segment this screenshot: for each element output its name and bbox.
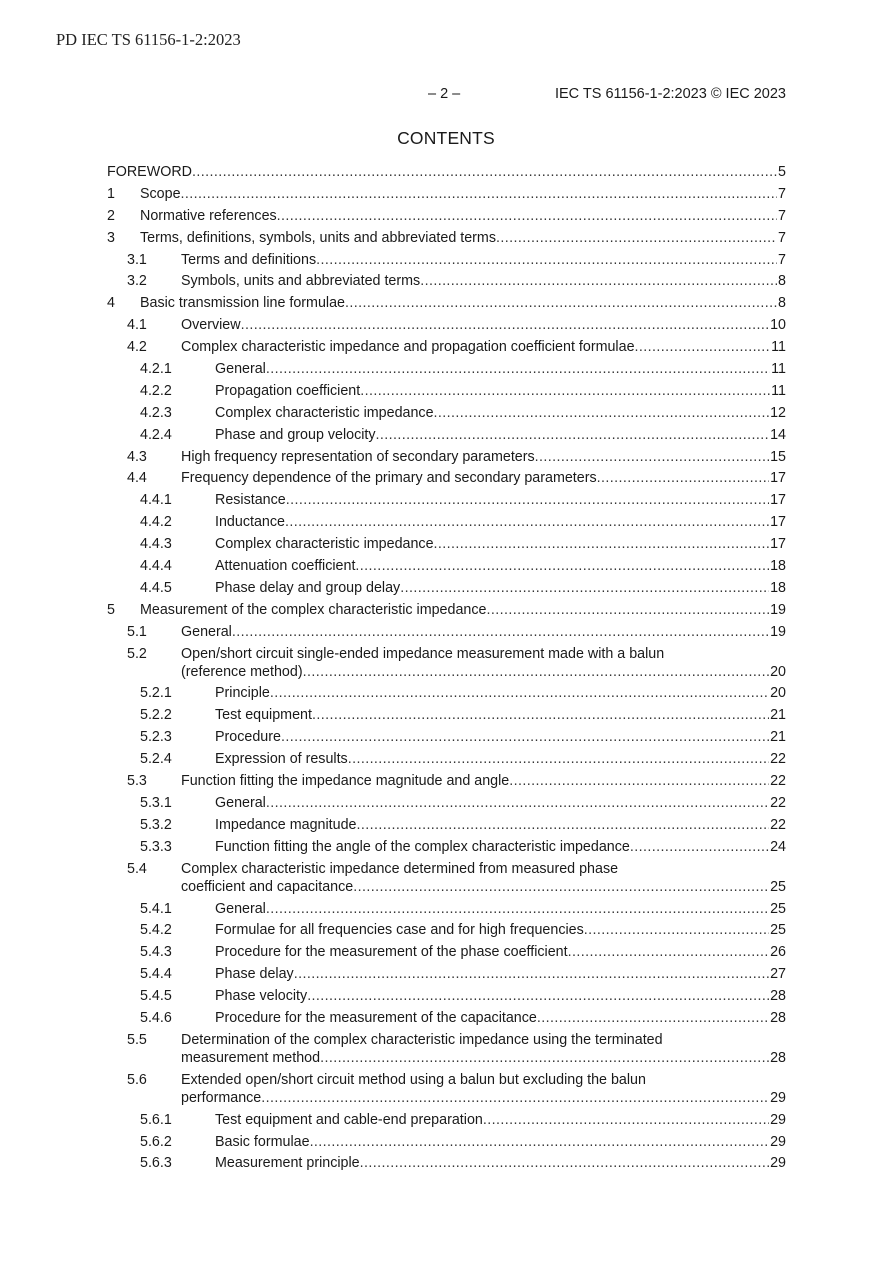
toc-entry-number: 4.4.5 xyxy=(140,579,172,596)
toc-entry-number: 5.6.2 xyxy=(140,1133,172,1150)
toc-entry[interactable] xyxy=(107,229,786,247)
toc-entry-title xyxy=(181,1049,769,1067)
toc-entry-number: 5.2.1 xyxy=(140,685,172,702)
toc-entry-line xyxy=(215,684,786,702)
toc-entry-page: 29 xyxy=(770,1155,786,1172)
toc-entry-title-line: Extended open/short circuit method using a balun but excluding the balun xyxy=(181,1071,646,1088)
toc-entry-text: General xyxy=(181,623,232,640)
toc-entry-line xyxy=(181,623,786,641)
toc-entry-line xyxy=(215,579,786,597)
toc-entry-line xyxy=(215,491,786,509)
toc-entry-page: 17 xyxy=(770,492,786,509)
toc-entry[interactable] xyxy=(107,965,786,983)
toc-entry-line xyxy=(181,1049,786,1067)
toc-entry-number: 4.4.2 xyxy=(140,514,172,531)
toc-entry-number: 5.4.4 xyxy=(140,966,172,983)
toc-entry-line xyxy=(215,557,786,575)
toc-entry-title xyxy=(181,663,769,681)
toc-entry-page: 7 xyxy=(778,229,786,246)
toc-entry[interactable] xyxy=(107,838,786,856)
toc-entry-line xyxy=(215,1154,786,1172)
toc-entry-page: 5 xyxy=(778,164,786,180)
toc-entry-title xyxy=(215,921,769,939)
toc-entry-page: 28 xyxy=(770,988,786,1005)
toc-entry-text: Measurement of the complex characteristic impedance xyxy=(140,601,487,618)
toc-entry-title xyxy=(107,163,777,181)
toc-entry-text: Complex characteristic impedance and propagation coefficient formulae xyxy=(181,339,635,356)
toc-entry-title xyxy=(215,816,769,834)
toc-entry[interactable] xyxy=(107,987,786,1005)
toc-entry-number: 5.4.5 xyxy=(140,988,172,1005)
toc-entry-page: 21 xyxy=(770,707,786,724)
toc-entry[interactable] xyxy=(107,794,786,812)
toc-entry-text: Propagation coefficient xyxy=(215,382,361,399)
toc-entry-title xyxy=(181,316,769,334)
toc-entry[interactable] xyxy=(107,513,786,531)
toc-entry-text: Measurement principle xyxy=(215,1155,360,1172)
toc-entry[interactable] xyxy=(107,448,786,466)
toc-entry-line xyxy=(215,750,786,768)
toc-entry-line xyxy=(215,900,786,918)
toc-entry-number: 3 xyxy=(107,229,115,246)
page-number: – 2 – xyxy=(428,86,461,102)
toc-entry-line xyxy=(181,316,786,334)
toc-entry-title-line: Open/short circuit single-ended impedance measurement made with a balun xyxy=(181,645,665,662)
toc-entry-page: 7 xyxy=(778,185,786,202)
toc-entry[interactable] xyxy=(107,272,786,290)
toc-entry-line xyxy=(181,1089,786,1107)
toc-entry-page: 7 xyxy=(778,251,786,268)
running-header xyxy=(0,86,892,104)
toc-entry-line xyxy=(140,601,786,619)
toc-entry-page: 17 xyxy=(770,536,786,553)
toc-entry-line xyxy=(215,943,786,961)
toc-entry-number: 4.2.4 xyxy=(140,426,172,443)
toc-entry-line xyxy=(215,382,786,400)
toc-entry-page: 22 xyxy=(770,773,786,790)
toc-entry-title xyxy=(140,601,769,619)
toc-entry-number: 5.2.4 xyxy=(140,751,172,768)
standard-reference: IEC TS 61156-1-2:2023 © IEC 2023 xyxy=(554,86,786,102)
toc-entry-number: 5.2.3 xyxy=(140,729,172,746)
toc-entry-title xyxy=(140,185,777,203)
toc-entry-line xyxy=(215,513,786,531)
toc-entry-title xyxy=(215,579,769,597)
toc-entry-number: 4.4.4 xyxy=(140,558,172,575)
toc-entry-title xyxy=(215,943,769,961)
toc-entry-number: 4.2.3 xyxy=(140,404,172,421)
toc-entry-page: 11 xyxy=(771,361,786,378)
toc-entry-number: 5.6.3 xyxy=(140,1155,172,1172)
toc-entry-number: 4.4 xyxy=(127,470,147,487)
toc-entry-number: 5.5 xyxy=(127,1031,147,1048)
toc-entry-line xyxy=(215,965,786,983)
toc-entry-line xyxy=(181,663,786,681)
toc-entry-page: 21 xyxy=(770,729,786,746)
page-title: CONTENTS xyxy=(397,128,495,148)
toc-entry-title xyxy=(181,623,769,641)
toc-entry-title xyxy=(215,684,769,702)
toc-entry-title xyxy=(215,750,769,768)
toc-entry-title-line: Determination of the complex characteristic impedance using the terminated xyxy=(181,1031,663,1048)
toc-entry-text: Terms, definitions, symbols, units and abbreviated terms xyxy=(140,229,496,246)
toc-entry-number: 4 xyxy=(107,295,115,312)
document-id: PD IEC TS 61156-1-2:2023 xyxy=(56,30,241,49)
toc-entry-text: Test equipment and cable-end preparation xyxy=(215,1111,483,1128)
toc-entry-title xyxy=(215,1133,769,1151)
toc-entry-text: Inductance xyxy=(215,514,285,531)
toc-entry-text: Procedure xyxy=(215,729,281,746)
toc-entry-title xyxy=(215,965,769,983)
toc-entry-title-line: Complex characteristic impedance determined from measured phase xyxy=(181,860,619,877)
toc-entry-number: 5.3.3 xyxy=(140,838,172,855)
toc-entry-line xyxy=(181,469,786,487)
toc-entry-line xyxy=(215,921,786,939)
toc-entry[interactable] xyxy=(107,772,786,790)
toc-entry[interactable] xyxy=(107,684,786,702)
toc-entry-text: General xyxy=(215,794,266,811)
toc-entry-title xyxy=(215,838,769,856)
toc-entry-title xyxy=(215,794,769,812)
toc-entry-text: Phase delay and group delay xyxy=(215,579,401,596)
toc-entry[interactable] xyxy=(107,316,786,334)
toc-entry-title xyxy=(215,1154,769,1172)
toc-entry[interactable] xyxy=(107,1154,786,1172)
toc-entry-number: 5.4.1 xyxy=(140,900,172,917)
toc-entry-text: Normative references xyxy=(140,207,277,224)
toc-entry-page: 18 xyxy=(770,579,786,596)
toc-entry-page: 17 xyxy=(770,514,786,531)
toc-entry-title xyxy=(215,728,769,746)
toc-entry-number: 5 xyxy=(107,601,115,618)
toc-entry-title xyxy=(215,557,769,575)
toc-entry[interactable] xyxy=(107,706,786,724)
toc-entry-line xyxy=(140,294,786,312)
toc-entry-text: Principle xyxy=(215,685,270,702)
toc-entry-title xyxy=(215,382,770,400)
toc-entry-title xyxy=(140,229,777,247)
toc-entry[interactable] xyxy=(107,163,786,181)
toc-entry-text: Basic formulae xyxy=(215,1133,310,1150)
toc-entry-line xyxy=(215,1009,786,1027)
toc-entry-line xyxy=(215,838,786,856)
toc-entry[interactable] xyxy=(107,185,786,203)
toc-entry-title xyxy=(181,251,777,269)
toc-entry-number: 4.4.3 xyxy=(140,536,172,553)
toc-entry-line xyxy=(215,706,786,724)
toc-entry-number: 1 xyxy=(107,185,115,202)
toc-entry-text: Procedure for the measurement of the phase coefficient xyxy=(215,944,568,961)
toc-entry-page: 19 xyxy=(770,623,786,640)
toc-entry-title xyxy=(215,1009,769,1027)
toc-entry-title xyxy=(140,207,777,225)
toc-entry-text: General xyxy=(215,900,266,917)
toc-entry-title xyxy=(215,987,769,1005)
toc-entry-page: 17 xyxy=(770,470,786,487)
toc-entry-text: Complex characteristic impedance xyxy=(215,536,434,553)
toc-entry-page: 22 xyxy=(770,794,786,811)
toc-entry[interactable] xyxy=(107,1031,786,1067)
toc-entry-line xyxy=(215,816,786,834)
toc-entry-number: 3.2 xyxy=(127,273,147,290)
toc-entry-text: Scope xyxy=(140,185,181,202)
toc-entry-page: 8 xyxy=(778,295,786,312)
toc-entry-line xyxy=(215,404,786,422)
toc-entry-line xyxy=(215,426,786,444)
toc-entry-text: coefficient and capacitance xyxy=(181,878,354,895)
toc-entry-text: Test equipment xyxy=(215,707,312,724)
toc-entry[interactable] xyxy=(107,469,786,487)
toc-entry-page: 11 xyxy=(771,339,786,356)
toc-entry-number: 5.3 xyxy=(127,773,147,790)
toc-entry-title xyxy=(215,900,769,918)
toc-entry[interactable] xyxy=(107,921,786,939)
toc-entry-line xyxy=(215,535,786,553)
toc-entry-title xyxy=(215,1111,769,1129)
toc-entry-text: Function fitting the angle of the complex characteristic impedance xyxy=(215,838,630,855)
toc-entry-page: 22 xyxy=(770,751,786,768)
toc-entry-title xyxy=(181,338,770,356)
toc-entry-title xyxy=(181,878,769,896)
toc-entry-title xyxy=(215,706,769,724)
toc-entry-number: 5.3.2 xyxy=(140,816,172,833)
toc-entry-title xyxy=(215,535,769,553)
toc-entry-line xyxy=(181,272,786,290)
toc-entry-number: 5.4 xyxy=(127,860,147,877)
toc-entry-number: 4.2 xyxy=(127,339,147,356)
toc-entry-page: 12 xyxy=(770,404,786,421)
toc-entry-page: 29 xyxy=(770,1111,786,1128)
toc-entry-line xyxy=(107,163,786,181)
toc-entry-line xyxy=(215,360,786,378)
toc-entry-page: 8 xyxy=(778,273,786,290)
toc-entry-line xyxy=(140,185,786,203)
toc-entry[interactable] xyxy=(107,251,786,269)
toc-entry-number: 4.2.1 xyxy=(140,361,172,378)
toc-entry-number: 5.3.1 xyxy=(140,794,172,811)
toc-entry-text: Phase delay xyxy=(215,966,294,983)
toc-entry-number: 5.4.6 xyxy=(140,1009,172,1026)
toc-entry-line xyxy=(140,229,786,247)
toc-entry-text: Formulae for all frequencies case and for high frequencies xyxy=(215,922,584,939)
toc-entry-line xyxy=(215,1111,786,1129)
toc-entry-title xyxy=(140,294,777,312)
toc-entry-page: 29 xyxy=(770,1089,786,1106)
toc-entry-line xyxy=(181,878,786,896)
toc-entry[interactable] xyxy=(107,900,786,918)
toc-entry[interactable] xyxy=(107,816,786,834)
toc-entry[interactable] xyxy=(107,1009,786,1027)
toc-entry-page: 25 xyxy=(770,900,786,917)
toc-entry-number: 3.1 xyxy=(127,251,147,268)
toc-entry[interactable] xyxy=(107,426,786,444)
toc-entry-page: 10 xyxy=(770,317,786,334)
toc-entry-page: 28 xyxy=(770,1049,786,1066)
toc-entry-page: 18 xyxy=(770,558,786,575)
toc-entry-page: 20 xyxy=(770,663,786,680)
toc-entry-text: High frequency representation of secondary parameters xyxy=(181,448,535,465)
toc-entry-line xyxy=(181,251,786,269)
toc-entry-line xyxy=(215,1133,786,1151)
toc-entry[interactable] xyxy=(107,294,786,312)
toc-entry-line xyxy=(140,207,786,225)
toc-entry-text: Resistance xyxy=(215,492,286,509)
toc-entry-number: 2 xyxy=(107,207,115,224)
toc-entry[interactable] xyxy=(107,860,786,896)
toc-entry[interactable] xyxy=(107,579,786,597)
toc-entry[interactable] xyxy=(107,1111,786,1129)
toc-entry[interactable] xyxy=(107,491,786,509)
toc-entry-text: (reference method) xyxy=(181,663,303,680)
toc-entry-line xyxy=(215,728,786,746)
toc-entry-title xyxy=(181,469,769,487)
toc-entry-page: 25 xyxy=(770,922,786,939)
toc-entry[interactable] xyxy=(107,360,786,378)
toc-entry-line xyxy=(215,987,786,1005)
toc-entry-title xyxy=(181,448,769,466)
toc-entry-text: Attenuation coefficient xyxy=(215,558,356,575)
toc-entry-number: 5.2.2 xyxy=(140,707,172,724)
toc-entry-page: 22 xyxy=(770,816,786,833)
toc-entry[interactable] xyxy=(107,728,786,746)
toc-entry[interactable] xyxy=(107,207,786,225)
toc-entry[interactable] xyxy=(107,382,786,400)
toc-entry[interactable] xyxy=(107,645,786,681)
toc-entry-number: 4.4.1 xyxy=(140,492,172,509)
toc-entry-text: Impedance magnitude xyxy=(215,816,357,833)
toc-entry[interactable] xyxy=(107,750,786,768)
toc-entry-text: Frequency dependence of the primary and secondary parameters xyxy=(181,470,597,487)
toc-entry[interactable] xyxy=(107,535,786,553)
toc-entry-title xyxy=(181,772,769,790)
toc-entry-text: Phase velocity xyxy=(215,988,308,1005)
toc-entry-line xyxy=(215,794,786,812)
toc-entry-text: Procedure for the measurement of the capacitance xyxy=(215,1009,537,1026)
toc-entry[interactable] xyxy=(107,623,786,641)
toc-entry-page: 28 xyxy=(770,1009,786,1026)
toc-entry-text: Basic transmission line formulae xyxy=(140,295,346,312)
toc-entry-text: FOREWORD xyxy=(107,164,192,180)
toc-entry-number: 4.1 xyxy=(127,317,147,334)
table-of-contents xyxy=(107,163,786,1176)
toc-entry-title xyxy=(181,1089,769,1107)
toc-entry-number: 5.4.3 xyxy=(140,944,172,961)
toc-entry[interactable] xyxy=(107,338,786,356)
toc-entry-title xyxy=(215,513,769,531)
toc-entry-page: 7 xyxy=(778,207,786,224)
toc-entry-line xyxy=(181,338,786,356)
toc-entry-title xyxy=(215,404,769,422)
toc-entry-text: Symbols, units and abbreviated terms xyxy=(181,273,421,290)
toc-entry-title xyxy=(181,272,777,290)
toc-entry-page: 19 xyxy=(770,601,786,618)
toc-entry-number: 4.3 xyxy=(127,448,147,465)
toc-entry-page: 29 xyxy=(770,1133,786,1150)
toc-entry-number: 5.4.2 xyxy=(140,922,172,939)
toc-entry-text: Overview xyxy=(181,317,241,334)
toc-entry-page: 26 xyxy=(770,944,786,961)
toc-entry-text: General xyxy=(215,361,266,378)
toc-entry-text: measurement method xyxy=(181,1049,321,1066)
toc-entry-page: 27 xyxy=(770,966,786,983)
toc-entry[interactable] xyxy=(107,1071,786,1107)
toc-entry-text: Phase and group velocity xyxy=(215,426,376,443)
toc-entry-title xyxy=(215,426,769,444)
toc-entry-page: 11 xyxy=(771,382,786,399)
toc-entry-title xyxy=(215,491,769,509)
toc-entry-title xyxy=(215,360,770,378)
toc-entry-page: 15 xyxy=(770,448,786,465)
toc-entry-text: Complex characteristic impedance xyxy=(215,404,434,421)
toc-entry-page: 24 xyxy=(770,838,786,855)
toc-entry-number: 5.6 xyxy=(127,1071,147,1088)
toc-entry-page: 25 xyxy=(770,878,786,895)
toc-entry-line xyxy=(181,772,786,790)
toc-entry-text: Function fitting the impedance magnitude and angle xyxy=(181,773,510,790)
toc-entry-text: Expression of results xyxy=(215,751,348,768)
toc-entry[interactable] xyxy=(107,943,786,961)
toc-entry-text: performance xyxy=(181,1089,262,1106)
toc-entry-number: 4.2.2 xyxy=(140,382,172,399)
toc-entry[interactable] xyxy=(107,601,786,619)
toc-entry-text: Terms and definitions xyxy=(181,251,317,268)
toc-entry-number: 5.2 xyxy=(127,645,147,662)
toc-entry-number: 5.6.1 xyxy=(140,1111,172,1128)
toc-entry[interactable] xyxy=(107,557,786,575)
toc-entry[interactable] xyxy=(107,1133,786,1151)
toc-entry-line xyxy=(181,448,786,466)
toc-entry-number: 5.1 xyxy=(127,623,147,640)
toc-entry-page: 20 xyxy=(770,685,786,702)
toc-entry[interactable] xyxy=(107,404,786,422)
toc-entry-page: 14 xyxy=(770,426,786,443)
